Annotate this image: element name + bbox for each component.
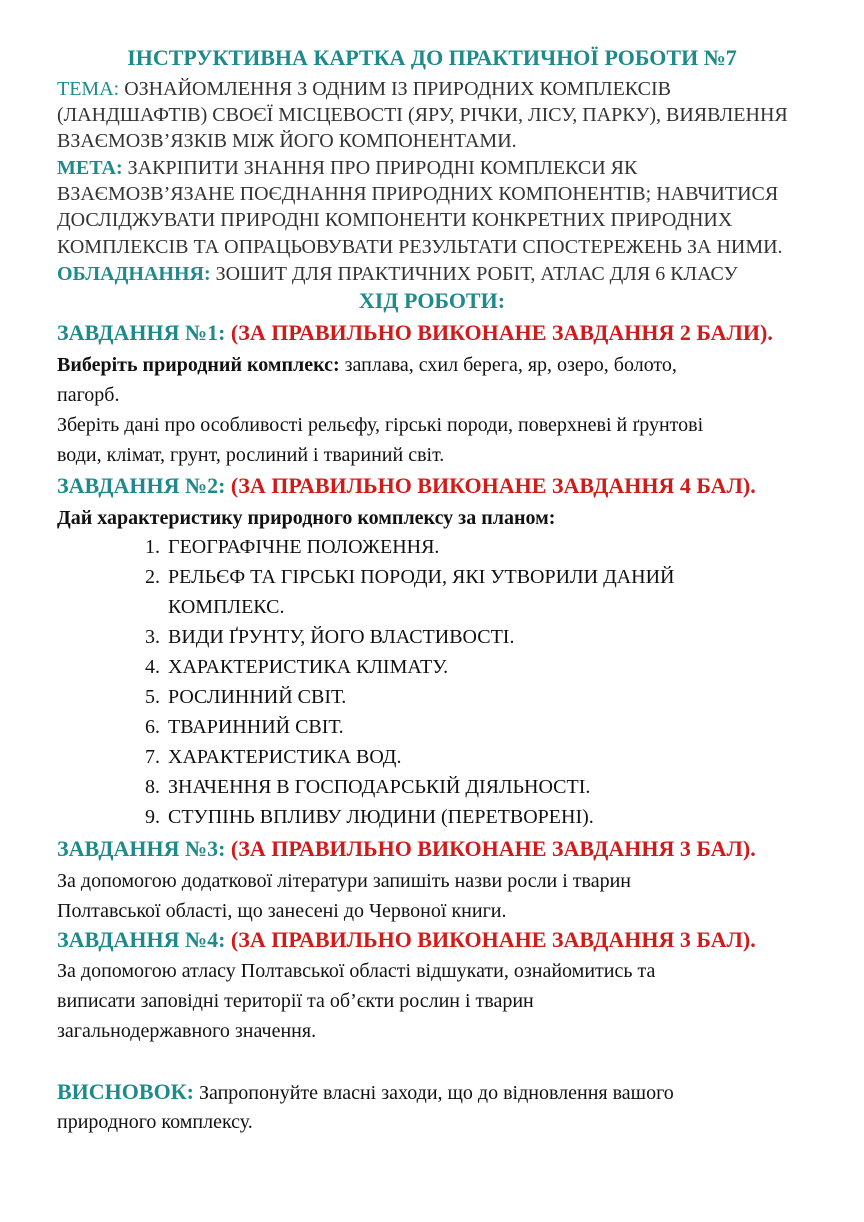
task4-heading xyxy=(57,927,756,953)
task2-heading xyxy=(57,473,756,499)
list-item: 5. РОСЛИННИЙ СВІТ. xyxy=(145,686,347,708)
tema-line-3: ВЗАЄМОЗВ’ЯЗКІВ МІЖ ЙОГО КОМПОНЕНТАМИ. xyxy=(57,130,517,152)
task3-label: ЗАВДАННЯ №3: xyxy=(57,836,226,861)
meta-label: МЕТА: xyxy=(57,157,123,179)
list-item: 1. ГЕОГРАФІЧНЕ ПОЛОЖЕННЯ. xyxy=(145,536,440,558)
task4-label: ЗАВДАННЯ №4: xyxy=(57,927,226,952)
meta-line-3: ДОСЛІДЖУВАТИ ПРИРОДНІ КОМПОНЕНТИ КОНКРЕТНИХ ПРИРОДНИХ xyxy=(57,209,733,231)
tema-label: ТЕМА: xyxy=(57,78,120,100)
task1-line-3: Зберіть дані про особливості рельєфу, гірські породи, поверхневі й ґрунтові xyxy=(57,414,704,436)
task1-line-4: води, клімат, грунт, рослиний і твариний світ. xyxy=(57,444,445,466)
task2-label: ЗАВДАННЯ №2: xyxy=(57,473,226,498)
task2-score: (ЗА ПРАВИЛЬНО ВИКОНАНЕ ЗАВДАННЯ 4 БАЛ). xyxy=(230,473,756,498)
task3-heading xyxy=(57,836,756,862)
list-item: 4. ХАРАКТЕРИСТИКА КЛІМАТУ. xyxy=(145,656,449,678)
list-item: 6. ТВАРИННИЙ СВІТ. xyxy=(145,716,344,738)
task1-score: (ЗА ПРАВИЛЬНО ВИКОНАНЕ ЗАВДАННЯ 2 БАЛИ). xyxy=(230,320,773,345)
meta-line-4: КОМПЛЕКСІВ ТА ОПРАЦЬОВУВАТИ РЕЗУЛЬТАТИ СПОСТЕРЕЖЕНЬ ЗА НИМИ. xyxy=(57,236,783,258)
list-item: 7. ХАРАКТЕРИСТИКА ВОД. xyxy=(145,746,402,768)
conclusion-line-2: природного комплексу. xyxy=(57,1111,253,1133)
list-item: 2. РЕЛЬЄФ ТА ГІРСЬКІ ПОРОДИ, ЯКІ УТВОРИЛИ ДАНИЙ КОМПЛЕКС. xyxy=(145,566,675,618)
task1-label: ЗАВДАННЯ №1: xyxy=(57,320,226,345)
conclusion-label: ВИСНОВОК: xyxy=(57,1079,194,1104)
document-title: ІНСТРУКТИВНА КАРТКА ДО ПРАКТИЧНОЇ РОБОТИ №7 xyxy=(127,45,737,70)
task1-heading xyxy=(57,320,773,346)
tema-line-1: ТЕМА: ОЗНАЙОМЛЕННЯ З ОДНИМ ІЗ ПРИРОДНИХ КОМПЛЕКСІВ xyxy=(57,78,671,100)
task3-line-2: Полтавської області, що занесені до Червоної книги. xyxy=(57,900,507,922)
task1-line-2: пагорб. xyxy=(57,384,120,406)
task4-line-2: виписати заповідні території та об’єкти рослин і тварин xyxy=(57,990,534,1012)
equipment-label: ОБЛАДНАННЯ: xyxy=(57,263,211,285)
list-item: 3. ВИДИ ҐРУНТУ, ЙОГО ВЛАСТИВОСТІ. xyxy=(145,626,515,648)
task4-line-3: загальнодержавного значення. xyxy=(57,1020,317,1042)
meta-line-1: МЕТА: ЗАКРІПИТИ ЗНАННЯ ПРО ПРИРОДНІ КОМПЛЕКСИ ЯК xyxy=(57,157,638,179)
task3-score: (ЗА ПРАВИЛЬНО ВИКОНАНЕ ЗАВДАННЯ 3 БАЛ). xyxy=(230,836,756,861)
equipment-line: ОБЛАДНАННЯ: ЗОШИТ ДЛЯ ПРАКТИЧНИХ РОБІТ, АТЛАС ДЛЯ 6 КЛАСУ xyxy=(57,263,738,285)
task4-score: (ЗА ПРАВИЛЬНО ВИКОНАНЕ ЗАВДАННЯ 3 БАЛ). xyxy=(230,927,756,952)
list-item: 8. ЗНАЧЕННЯ В ГОСПОДАРСЬКІЙ ДІЯЛЬНОСТІ. xyxy=(145,776,591,798)
progress-heading: ХІД РОБОТИ: xyxy=(358,288,506,313)
task1-line-1: Виберіть природний комплекс: заплава, схил берега, яр, озеро, болото, xyxy=(57,354,677,376)
conclusion-line-1: ВИСНОВОК: Запропонуйте власні заходи, що до відновлення вашого xyxy=(57,1079,674,1104)
task2-lead: Дай характеристику природного комплексу за планом: xyxy=(57,507,556,529)
plan-list xyxy=(130,532,674,832)
tema-line-2: (ЛАНДШАФТІВ) СВОЄЇ МІСЦЕВОСТІ (ЯРУ, РІЧКИ, ЛІСУ, ПАРКУ), ВИЯВЛЕННЯ xyxy=(57,104,788,126)
meta-line-2: ВЗАЄМОЗВ’ЯЗАНЕ ПОЄДНАННЯ ПРИРОДНИХ КОМПОНЕНТІВ; НАВЧИТИСЯ xyxy=(57,183,779,205)
list-item: 9. СТУПІНЬ ВПЛИВУ ЛЮДИНИ (ПЕРЕТВОРЕНІ). xyxy=(145,806,594,828)
task4-line-1: За допомогою атласу Полтавської області відшукати, ознайомитись та xyxy=(57,960,656,982)
task3-line-1: За допомогою додаткової літератури запишіть назви росли і тварин xyxy=(57,870,632,892)
